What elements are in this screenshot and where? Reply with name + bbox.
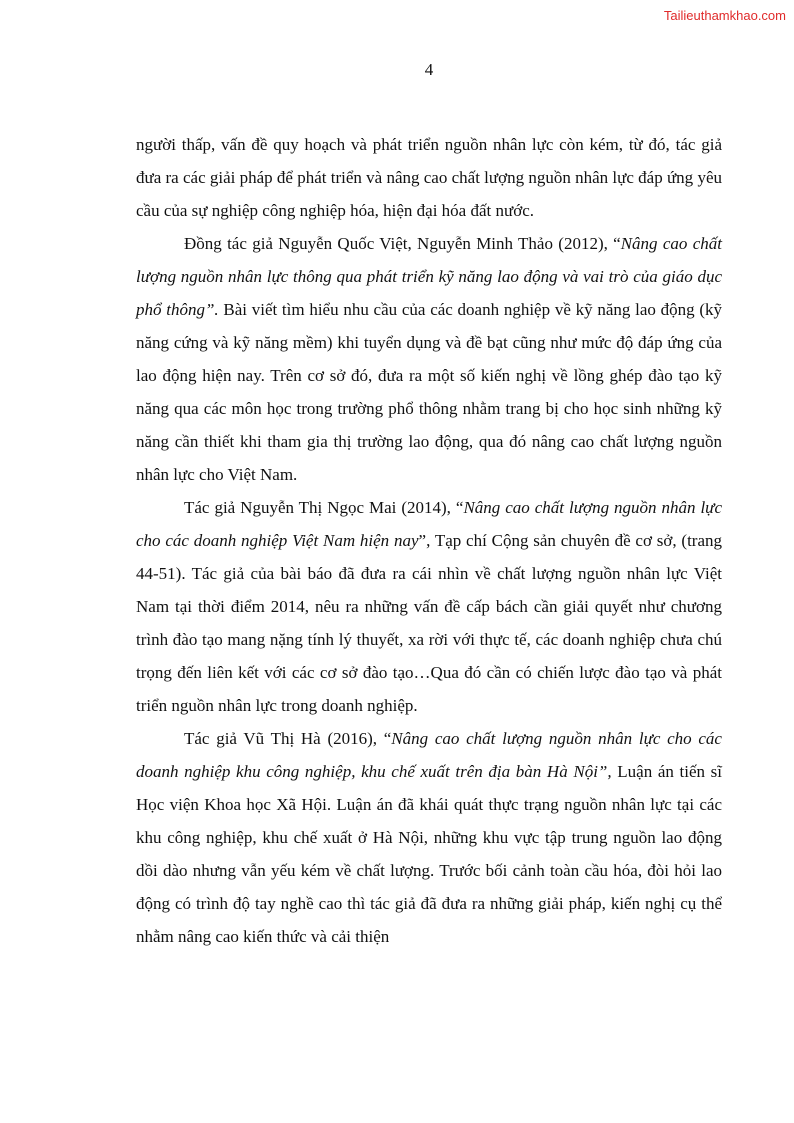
text-run: Đồng tác giả Nguyễn Quốc Việt, Nguyễn Minh Thảo (2012), “	[184, 234, 621, 253]
text-run-italic: Nâng cao chất lượng nguồn nhân lực cho các doanh nghiệp Việt Nam hiện nay	[136, 498, 722, 550]
paragraph	[136, 128, 722, 227]
text-run: người thấp, vấn đề quy hoạch và phát triển nguồn nhân lực còn kém, từ đó, tác giả đưa ra các giải pháp để phát triển và nâng cao chất lượng nguồn nhân lực đáp ứng yêu cầu của sự nghiệp công nghiệp hóa, hiện đại hóa đất nước.	[136, 135, 722, 220]
paragraph	[136, 491, 722, 722]
text-run: Tác giả Vũ Thị Hà (2016), “	[184, 729, 392, 748]
page-number: 4	[424, 60, 434, 79]
document-body	[136, 128, 722, 953]
watermark: Tailieuthamkhao.com	[663, 8, 786, 23]
text-run-italic: Nâng cao chất lượng nguồn nhân lực thông qua phát triển kỹ năng lao động và vai trò của giáo dục phổ thông”.	[136, 234, 722, 319]
text-run: Luận án tiến sĩ Học viện Khoa học Xã Hội. Luận án đã khái quát thực trạng nguồn nhân lực tại các khu công nghiệp, khu chế xuất ở Hà Nội, những khu vực tập trung nguồn lao động dồi dào nhưng vẫn yếu kém về chất lượng. Trước bối cảnh toàn cầu hóa, đòi hỏi lao động có trình độ tay nghề cao thì tác giả đã đưa ra những giải pháp, kiến nghị cụ thể nhằm nâng cao kiến thức và cải thiện	[136, 762, 722, 946]
content-area	[136, 60, 722, 953]
text-run-italic: Nâng cao chất lượng nguồn nhân lực cho các doanh nghiệp khu công nghiệp, khu chế xuất trên địa bàn Hà Nội”,	[136, 729, 722, 781]
paragraph	[136, 227, 722, 491]
text-run: Tác giả Nguyễn Thị Ngọc Mai (2014), “	[184, 498, 464, 517]
paragraph	[136, 722, 722, 953]
text-run: ”, Tạp chí Cộng sản chuyên đề cơ sở, (trang 44-51). Tác giả của bài báo đã đưa ra cái nhìn về chất lượng nguồn nhân lực Việt Nam tại thời điểm 2014, nêu ra những vấn đề cấp bách cần giải quyết như chương trình đào tạo mang nặng tính lý thuyết, xa rời với thực tế, các doanh nghiệp chưa chú trọng đến liên kết với các cơ sở đào tạo…Qua đó cần có chiến lược đào tạo và phát triển nguồn nhân lực trong doanh nghiệp.	[136, 531, 722, 715]
text-run: Bài viết tìm hiểu nhu cầu của các doanh nghiệp về kỹ năng lao động (kỹ năng cứng và kỹ năng mềm) khi tuyển dụng và đề bạt cũng như mức độ đáp ứng của lao động hiện nay. Trên cơ sở đó, đưa ra một số kiến nghị về lồng ghép đào tạo kỹ năng qua các môn học trong trường phổ thông nhằm trang bị cho học sinh những kỹ năng cần thiết khi tham gia thị trường lao động, qua đó nâng cao chất lượng nguồn nhân lực cho Việt Nam.	[136, 300, 722, 484]
